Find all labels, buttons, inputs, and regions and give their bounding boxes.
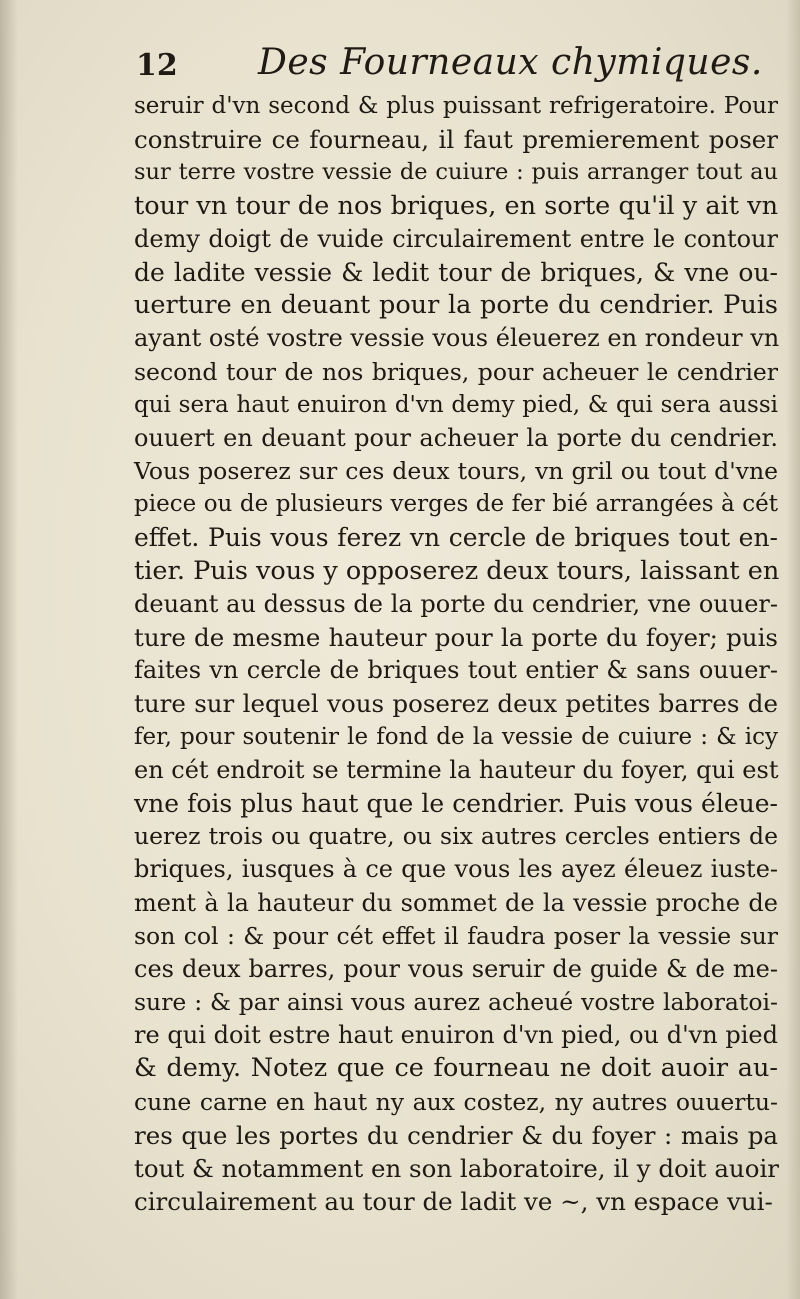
text-line: res que les portes du cendrier & du foyer : mais pa (134, 1120, 778, 1150)
text-line: construire ce fourneau, il faut premierement poser (134, 125, 778, 155)
text-line: uerture en deuant pour la porte du cendrier. Puis (134, 290, 778, 321)
text-line: en cét endroit se termine la hauteur du foyer, qui est (134, 755, 779, 784)
text-line: ment à la hauteur du sommet de la vessie proche de (134, 888, 778, 917)
text-line: ture sur lequel vous poserez deux petites barres de (134, 689, 778, 719)
text-line: ces deux barres, pour vous seruir de guide & de me- (134, 954, 778, 983)
text-line: & demy. Notez que ce fourneau ne doit auoir au- (134, 1053, 778, 1084)
text-line: seruir d'vn second & plus puissant refrigeratoire. Pour (134, 93, 778, 119)
text-line: son col : & pour cét effet il faudra poser la vessie sur (134, 921, 778, 950)
text-line: Vous poserez sur ces deux tours, vn gril ou tout d'vne (134, 457, 778, 486)
text-line: faites vn cercle de briques tout entier & sans ouuer- (134, 656, 778, 685)
page-number: 12 (136, 48, 178, 83)
text-line: demy doigt de vuide circulairement entre le contour (134, 224, 778, 253)
text-line: effet. Puis vous ferez vn cercle de briques tout en- (134, 523, 778, 553)
text-line: uerez trois ou quatre, ou six autres cercles entiers de (134, 822, 778, 851)
text-line: second tour de nos briques, pour acheuer le cendrier (134, 357, 778, 386)
text-line: cune carne en haut ny aux costez, ny autres ouuertu- (134, 1087, 778, 1116)
text-line: tout & notamment en son laboratoire, il y doit auoir (134, 1154, 780, 1183)
page-edge-shadow-left (0, 0, 18, 1299)
text-line: vne fois plus haut que le cendrier. Puis vous éleue- (134, 788, 778, 818)
text-line: briques, iusques à ce que vous les ayez éleuez iuste- (134, 855, 778, 884)
running-title: Des Fourneaux chymiques. (258, 42, 763, 83)
text-line: fer, pour soutenir le fond de la vessie de cuiure : & icy (134, 723, 778, 750)
text-line: re qui doit estre haut enuiron d'vn pied, ou d'vn pied (134, 1021, 778, 1050)
text-line: circulairement au tour de ladit ve ~, vn espace vui- (134, 1187, 773, 1217)
text-line: sure : & par ainsi vous aurez acheué vostre laboratoi- (134, 988, 778, 1017)
text-line: qui sera haut enuiron d'vn demy pied, & qui sera aussi (134, 391, 778, 418)
text-line: ture de mesme hauteur pour la porte du foyer; puis (134, 623, 778, 652)
page-header (136, 42, 776, 92)
text-line: ouuert en deuant pour acheuer la porte du cendrier. (134, 423, 778, 452)
text-line: piece ou de plusieurs verges de fer bié arrangées à cét (134, 491, 778, 518)
page-edge-shadow-right (786, 0, 800, 1299)
text-line: deuant au dessus de la porte du cendrier, vne ouuer- (134, 589, 778, 618)
text-line: tour vn tour de nos briques, en sorte qu'il y ait vn (134, 190, 778, 221)
text-line: sur terre vostre vessie de cuiure : puis arranger tout au (134, 159, 778, 186)
text-line: tier. Puis vous y opposerez deux tours, laissant en (134, 555, 780, 586)
text-line: de ladite vessie & ledit tour de briques, & vne ou- (134, 257, 778, 287)
body-text (134, 90, 778, 1218)
text-line: ayant osté vostre vessie vous éleuerez en rondeur vn (134, 324, 780, 353)
